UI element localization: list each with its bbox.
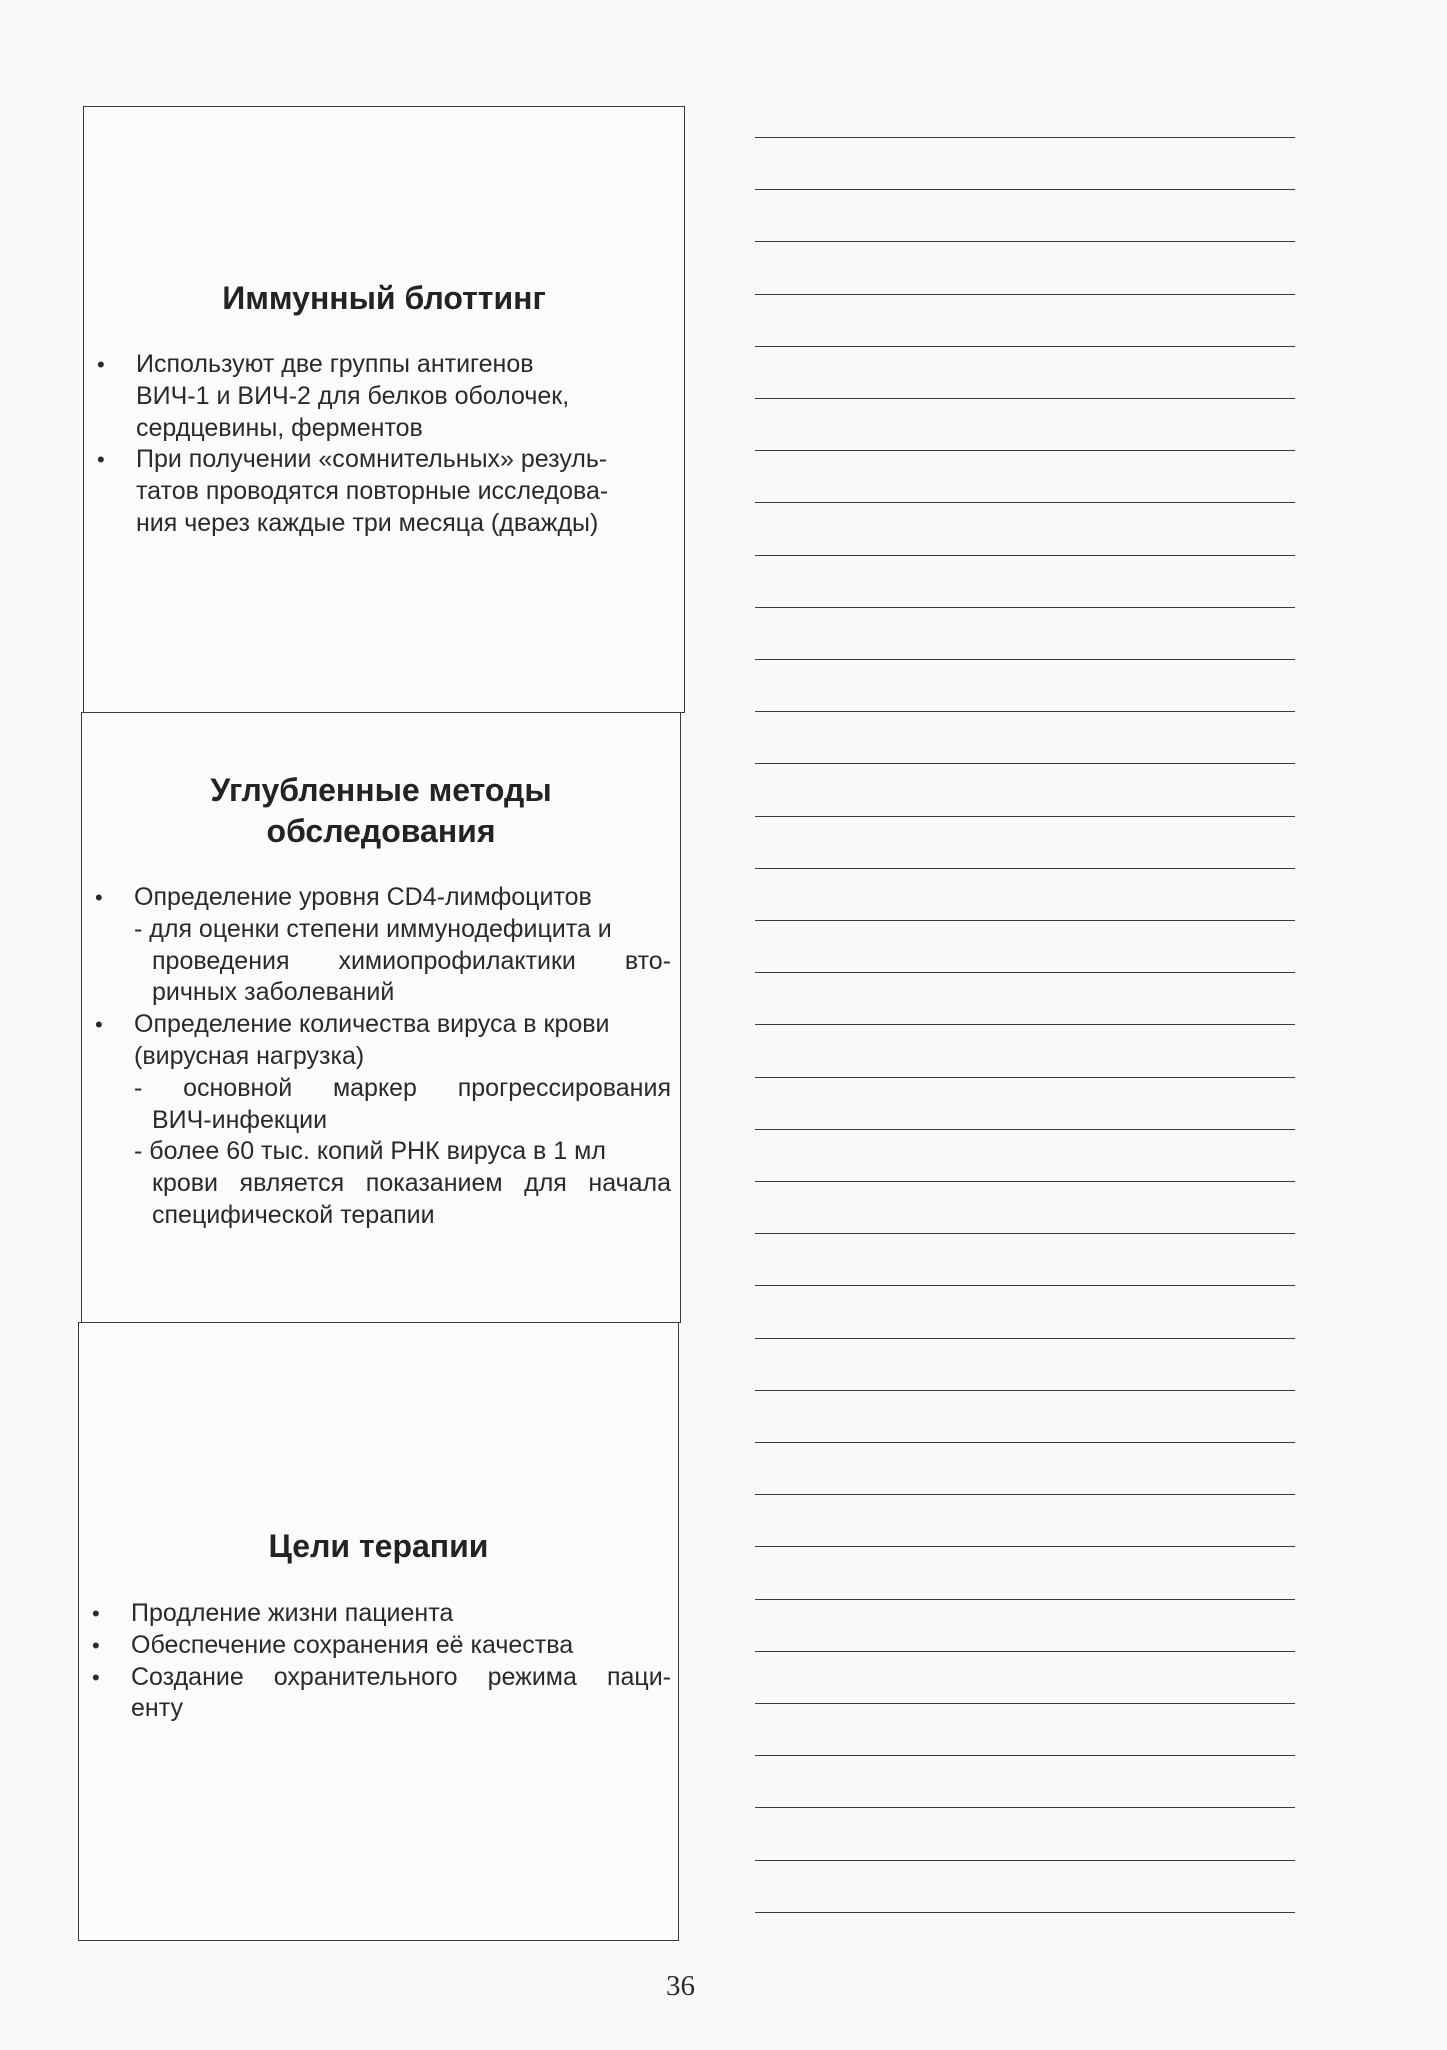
note-line <box>755 1024 1295 1025</box>
slide-therapy-goals <box>78 1322 679 1941</box>
note-line <box>755 1077 1295 1078</box>
bullet-line: ния через каждые три месяца (дважды) <box>136 508 599 537</box>
bullet-line: • Создание охранительного режима паци- <box>131 1662 671 1691</box>
bullet-item <box>86 444 666 539</box>
note-line <box>755 555 1295 556</box>
bullet-list <box>81 1598 671 1725</box>
bullet-item <box>84 882 671 1009</box>
slide-title-line: обследования <box>266 813 496 849</box>
note-line <box>755 1129 1295 1130</box>
sub-line: крови является показанием для начала <box>152 1169 671 1198</box>
sub-line: специфической терапии <box>152 1200 435 1229</box>
note-line <box>755 972 1295 973</box>
note-line <box>755 868 1295 869</box>
note-line <box>755 1651 1295 1652</box>
sub-line: ВИЧ-инфекции <box>152 1105 328 1134</box>
bullet-line: • Определение количества вируса в крови <box>134 1010 610 1039</box>
note-line <box>755 763 1295 764</box>
notes-ruled-lines <box>755 0 1295 2050</box>
note-line <box>755 659 1295 660</box>
note-line <box>755 1181 1295 1182</box>
note-line <box>755 398 1295 399</box>
note-line <box>755 1860 1295 1861</box>
bullet-line: • При получении «сомнительных» резуль- <box>136 445 608 474</box>
note-line <box>755 450 1295 451</box>
note-line <box>755 346 1295 347</box>
bullet-line: • Определение уровня CD4-лимфоцитов <box>134 883 592 911</box>
note-line <box>755 1390 1295 1391</box>
slide-title: Иммунный блоттинг <box>222 280 546 316</box>
slide-title: Цели терапии <box>268 1528 489 1564</box>
bullet-line: татов проводятся повторные исследова- <box>136 477 609 506</box>
bullet-item <box>81 1662 671 1726</box>
bullet-line: ВИЧ-1 и ВИЧ-2 для белков оболочек, <box>136 381 570 410</box>
bullet-line: енту <box>131 1694 183 1723</box>
note-line <box>755 1807 1295 1808</box>
slide-title-line: Углубленные методы <box>210 772 552 808</box>
bullet-line: сердцевины, ферментов <box>136 413 423 442</box>
note-line <box>755 607 1295 608</box>
note-line <box>755 1546 1295 1547</box>
note-line <box>755 1755 1295 1756</box>
sub-line: проведения химиопрофилактики вто- <box>152 946 671 975</box>
note-line <box>755 920 1295 921</box>
note-line <box>755 137 1295 138</box>
note-line <box>755 1703 1295 1704</box>
bullet-line: • Используют две группы антигенов <box>136 350 534 378</box>
slide-immune-blotting <box>83 106 685 713</box>
sub-line: - для оценки степени иммунодефицита и <box>134 914 612 943</box>
note-line <box>755 1494 1295 1495</box>
note-line <box>755 1233 1295 1234</box>
sub-line: ричных заболеваний <box>152 978 395 1007</box>
bullet-line: • Продление жизни пациента <box>131 1599 454 1627</box>
slide-advanced-methods <box>81 712 681 1323</box>
note-line <box>755 816 1295 817</box>
note-line <box>755 1912 1295 1913</box>
note-line <box>755 241 1295 242</box>
note-line <box>755 294 1295 295</box>
sub-line: - основной маркер прогрессирования <box>134 1073 671 1102</box>
slide-title <box>82 770 680 852</box>
note-line <box>755 189 1295 190</box>
note-line <box>755 1338 1295 1339</box>
bullet-line: • Обеспечение сохранения её качества <box>131 1630 574 1659</box>
sub-list <box>134 914 671 1009</box>
bullet-line: (вирусная нагрузка) <box>134 1041 365 1070</box>
note-line <box>755 1285 1295 1286</box>
page-number: 36 <box>666 1970 695 2002</box>
note-line <box>755 502 1295 503</box>
bullet-item <box>86 349 666 444</box>
note-line <box>755 1442 1295 1443</box>
note-line <box>755 1599 1295 1600</box>
sub-line: - более 60 тыс. копий РНК вируса в 1 мл <box>134 1137 606 1166</box>
bullet-list <box>86 349 666 540</box>
bullet-item <box>81 1598 671 1630</box>
bullet-item <box>84 1009 671 1232</box>
bullet-item <box>81 1630 671 1662</box>
note-line <box>755 711 1295 712</box>
bullet-list <box>84 882 671 1232</box>
